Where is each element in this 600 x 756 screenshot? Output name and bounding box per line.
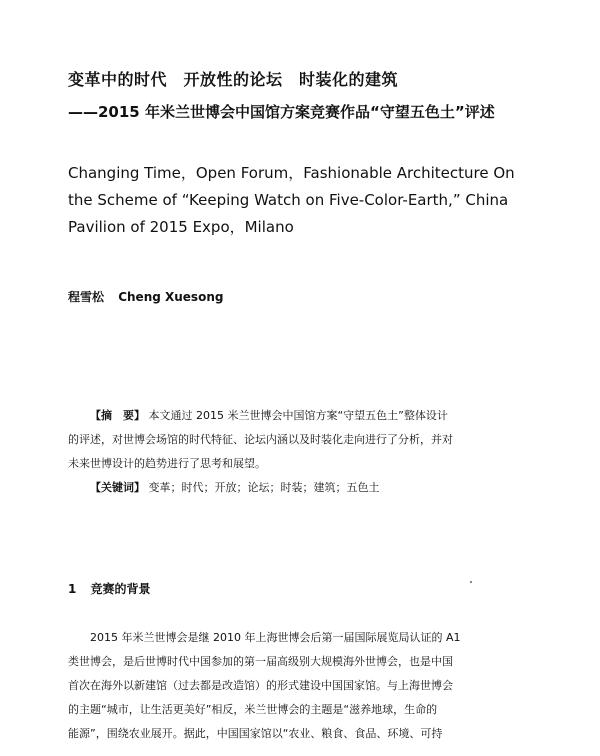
body-line: 类世博会，是后世博时代中国参加的第一届高级别大规模海外世博会，也是中国: [68, 655, 453, 668]
abstract-line: 的评述，对世博会场馆的时代特征、论坛内涵以及时装化走向进行了分析，并对: [68, 433, 453, 446]
abstract-block: [68, 404, 536, 500]
english-title-line: Pavilion of 2015 Expo，Milano: [68, 218, 294, 236]
author-line: [68, 288, 223, 305]
abstract-line: 未来世博设计的趋势进行了思考和展望。: [68, 457, 266, 470]
author-name-en: Cheng Xuesong: [118, 290, 224, 304]
section-title: 竞赛的背景: [90, 582, 151, 596]
body-line: 能源”，围绕农业展开。据此，中国国家馆以“农业、粮食、食品、环境、可持: [68, 727, 443, 740]
chinese-subtitle: ——2015 年米兰世博会中国馆方案竞赛作品“守望五色土”评述: [68, 103, 495, 121]
body-line: 首次在海外以新建馆（过去都是改造馆）的形式建设中国国家馆。与上海世博会: [68, 679, 453, 692]
section-body: [68, 626, 538, 746]
keywords-line: [90, 476, 536, 500]
keywords-text: 变革；时代；开放；论坛；时装；建筑；五色土: [148, 481, 380, 494]
abstract-text: 本文通过 2015 米兰世博会中国馆方案“守望五色土”整体设计: [148, 409, 448, 422]
section-heading: [68, 580, 151, 597]
body-line: 的主题“城市，让生活更美好”相反，米兰世博会的主题是“滋养地球，生命的: [68, 703, 438, 716]
author-name-zh: 程雪松: [68, 290, 105, 304]
keywords-label: 【关键词】: [90, 481, 145, 494]
english-title: [68, 160, 538, 241]
abstract-label: 【摘 要】: [90, 409, 145, 422]
body-line: 2015 年米兰世博会是继 2010 年上海世博会后第一届国际展览局认证的 A1: [90, 631, 461, 644]
chinese-title: 变革中的时代 开放性的论坛 时装化的建筑: [68, 70, 399, 89]
abstract-line: [90, 404, 536, 428]
english-title-line: the Scheme of “Keeping Watch on Five-Color-Earth,” China: [68, 191, 509, 209]
section-number: 1: [68, 582, 77, 596]
english-title-line: Changing Time，Open Forum，Fashionable Architecture On: [68, 164, 515, 182]
scan-speck: [470, 581, 472, 583]
